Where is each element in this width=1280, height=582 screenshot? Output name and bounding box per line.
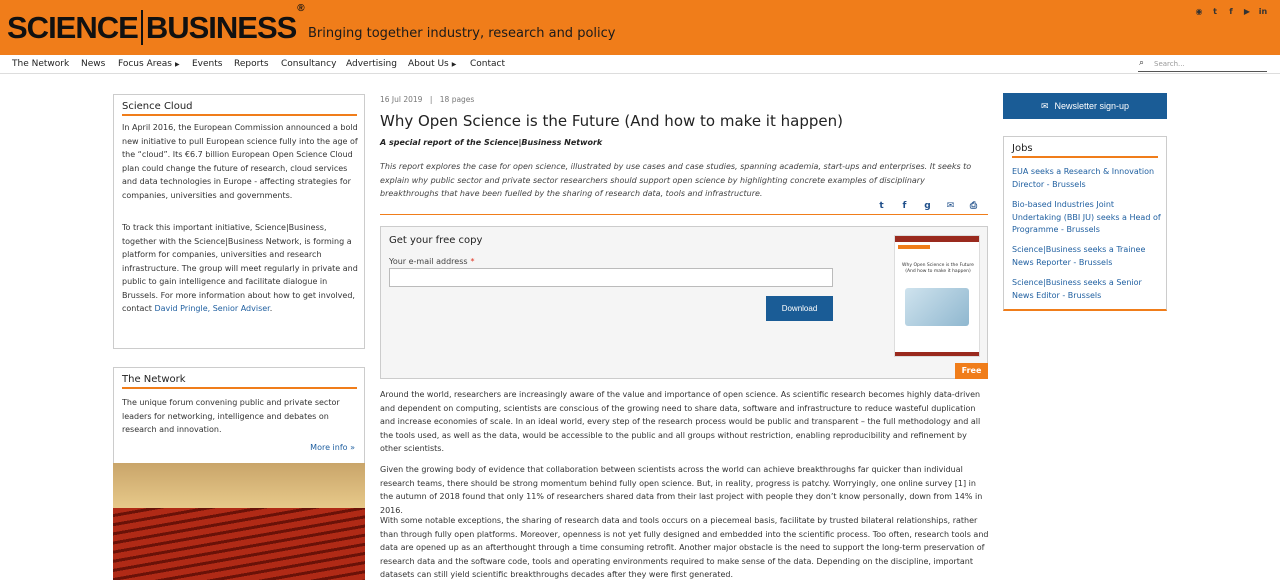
jobs-title: Jobs bbox=[1012, 143, 1158, 158]
share-bar bbox=[876, 201, 979, 211]
details-text: To track this important initiative, Science|Business, together with the Science|Business Network, is forming a platform for companies, universities and research infrastructure. The group will meet regularly in private and public to gain intelligence and facilitate dialogue in Brussels. For more information about how to get involved, contact bbox=[122, 223, 358, 313]
nav-label: Reports bbox=[234, 59, 269, 69]
download-form bbox=[380, 226, 988, 379]
nav-label: Events bbox=[192, 59, 223, 69]
job-link[interactable]: Science|Business seeks a Senior News Editor - Brussels bbox=[1012, 278, 1142, 300]
header-bar bbox=[0, 0, 1280, 55]
nav-consultancy[interactable] bbox=[281, 59, 336, 69]
nav-label: Advertising bbox=[346, 59, 397, 69]
article-paragraph-1: Around the world, researchers are increasingly aware of the value and importance of open science. As scientific research becomes highly data-driven and dependent on computing, scientists are conscious of the growing need to share data, software and infrastructure to reduce wasteful duplication and increase economies of scale. In an ideal world, every step of the research process would be public and transparent – the full methodology and all the tools used, as well as the data, would be accessible to the public and all groups without restriction, enabling reproducibility and refinement by other scientists. bbox=[380, 390, 981, 453]
email-label-text: Your e-mail address bbox=[389, 257, 468, 266]
jobs-panel bbox=[1003, 136, 1167, 311]
email-label bbox=[389, 257, 475, 266]
cover-band-bottom bbox=[895, 352, 979, 356]
science-cloud-panel bbox=[113, 94, 365, 349]
tagline: Bringing together industry, research and policy bbox=[308, 26, 616, 41]
facebook-share-icon[interactable]: f bbox=[902, 201, 907, 211]
details-end: . bbox=[269, 304, 273, 313]
job-link[interactable]: EUA seeks a Research & Innovation Director - Brussels bbox=[1012, 167, 1155, 189]
conference-photo bbox=[113, 463, 365, 580]
google-plus-share-icon[interactable]: g bbox=[924, 201, 931, 211]
article-paragraph-2: Given the growing body of evidence that collaboration between scientists across the world can achieve breakthroughs far quicker than individual research teams, there should be strong momentum behind fully open science. But, in reality, progress is patchy. Worryingly, one online survey [1] in the autumn of 2018 found that only 11% of researchers shared data from their last project with people they don’t know personally, down from 14% in 2016. bbox=[380, 465, 983, 515]
article-title: Why Open Science is the Future (And how to make it happen) bbox=[380, 112, 843, 130]
rss-icon[interactable]: ◉ bbox=[1195, 6, 1203, 16]
more-info-link[interactable]: More info » bbox=[310, 443, 355, 452]
registered-mark: ® bbox=[297, 2, 304, 14]
download-button[interactable]: Download bbox=[766, 296, 833, 321]
nav-label: Focus Areas bbox=[118, 59, 172, 69]
form-title: Get your free copy bbox=[389, 235, 483, 246]
logo-text-left: SCIENCE bbox=[7, 10, 138, 45]
main-nav bbox=[0, 55, 1280, 74]
newsletter-signup-button[interactable] bbox=[1003, 93, 1167, 119]
network-text: The unique forum convening public and private sector leaders for networking, intelligence and debates on research and innovation. bbox=[122, 398, 340, 434]
nav-about-us[interactable] bbox=[408, 59, 456, 69]
caret-right-icon: ▶ bbox=[174, 61, 180, 68]
report-cover[interactable] bbox=[894, 235, 980, 357]
article-divider bbox=[380, 214, 988, 215]
cover-title: Why Open Science is the Future (And how to make it happen) bbox=[902, 263, 974, 274]
nav-label: Consultancy bbox=[281, 59, 337, 69]
facebook-icon[interactable]: f bbox=[1229, 6, 1233, 16]
logo-text-right: BUSINESS bbox=[145, 10, 297, 45]
job-link[interactable]: Bio-based Industries Joint Undertaking (BBI JU) seeks a Head of Programme - Brussels bbox=[1012, 200, 1161, 234]
envelope-icon: ✉ bbox=[1040, 101, 1049, 111]
newsletter-label: Newsletter sign-up bbox=[1054, 101, 1130, 111]
nav-focus-areas[interactable] bbox=[118, 59, 180, 69]
social-links bbox=[1194, 6, 1268, 16]
site-logo[interactable] bbox=[7, 2, 304, 46]
cover-tag bbox=[898, 245, 930, 249]
article-meta bbox=[380, 95, 474, 104]
nav-the-network[interactable] bbox=[12, 59, 69, 69]
search-icon[interactable]: ⌕ bbox=[1139, 58, 1145, 68]
meta-separator: | bbox=[429, 95, 433, 104]
cover-illustration bbox=[905, 288, 969, 326]
nav-label: Contact bbox=[470, 59, 506, 69]
nav-advertising[interactable] bbox=[346, 59, 397, 69]
linkedin-icon[interactable]: in bbox=[1258, 6, 1268, 16]
nav-news[interactable] bbox=[81, 59, 105, 69]
twitter-share-icon[interactable]: t bbox=[879, 201, 884, 211]
email-share-icon[interactable]: ✉ bbox=[946, 201, 955, 211]
print-icon[interactable]: ⎙ bbox=[969, 201, 978, 211]
email-field[interactable] bbox=[389, 268, 833, 287]
caret-right-icon: ▶ bbox=[451, 61, 457, 68]
article-lead: This report explores the case for open science, illustrated by use cases and case studies, spanning academia, start-ups and enterprises. It seeks to explain why public sector and private sector researchers should support open science by highlighting concrete examples of disciplinary breakthroughs that have been fuelled by the sharing of research data, tools and infrastructure. bbox=[380, 162, 972, 198]
article-date: 16 Jul 2019 bbox=[380, 95, 423, 104]
contact-link[interactable]: David Pringle, Senior Adviser bbox=[154, 304, 270, 313]
twitter-icon[interactable]: t bbox=[1213, 6, 1217, 16]
search-placeholder: Search... bbox=[1154, 60, 1185, 68]
science-cloud-intro: In April 2016, the European Commission announced a bold new initiative to pull European science fully into the age of the “cloud”. Its €6.7 billion European Open Science Cloud plan could change the future of research, cloud services and data technologies in Europe - affecting strategies for companies, universities and governments. bbox=[122, 123, 358, 200]
required-mark: * bbox=[470, 257, 475, 266]
free-badge: Free bbox=[955, 363, 988, 379]
nav-events[interactable] bbox=[192, 59, 222, 69]
stage-area bbox=[113, 463, 365, 508]
article-paragraph-3: With some notable exceptions, the sharing of research data and tools occurs on a piecemeal basis, facilitate by trusted bilateral relationships, rather than through fully open platforms. Moreover, openness is not yet fully designed and embedded into the scientific process. Too often, research tools and data are opened up as an afterthought through a time consuming retrofit. Another major obstacle is the need to support the long-term preservation of research data and the software code, tools and operating environments required to make sense of the data. Depending on the discipline, important datasets can still yield scientific breakthroughs decades after they were first generated. bbox=[380, 516, 989, 579]
nav-label: News bbox=[81, 59, 106, 69]
nav-reports[interactable] bbox=[234, 59, 269, 69]
nav-label: About Us bbox=[408, 59, 449, 69]
science-cloud-details bbox=[122, 221, 362, 316]
audience-seats bbox=[113, 508, 365, 580]
logo-divider bbox=[141, 10, 143, 45]
job-link[interactable]: Science|Business seeks a Trainee News Reporter - Brussels bbox=[1012, 245, 1146, 267]
article-pages: 18 pages bbox=[439, 95, 475, 104]
article-subtitle: A special report of the Science|Business Network bbox=[380, 138, 603, 147]
panel-title: Science Cloud bbox=[122, 101, 357, 116]
nav-contact[interactable] bbox=[470, 59, 505, 69]
nav-label: The Network bbox=[12, 59, 70, 69]
panel-title: The Network bbox=[122, 374, 357, 389]
youtube-icon[interactable]: ▶ bbox=[1243, 6, 1251, 16]
cover-band bbox=[895, 236, 979, 242]
search-input[interactable] bbox=[1138, 58, 1267, 72]
